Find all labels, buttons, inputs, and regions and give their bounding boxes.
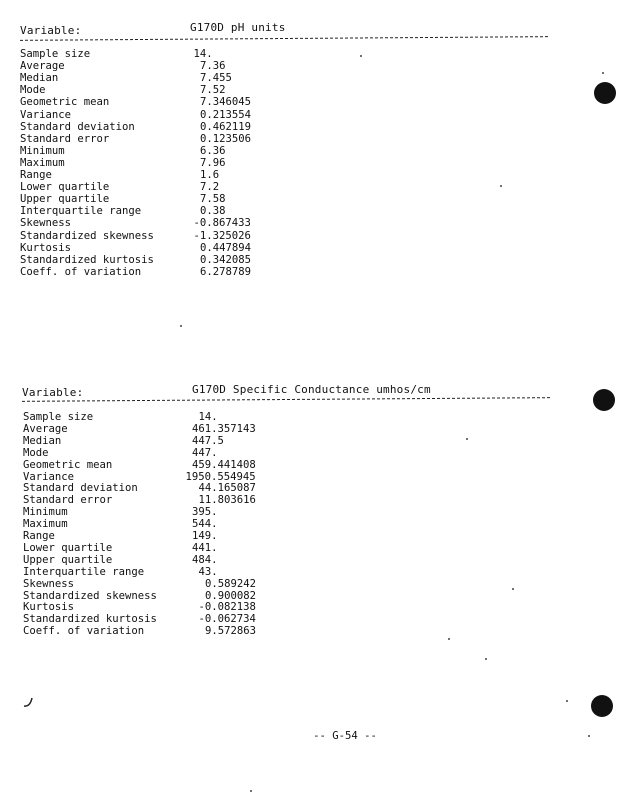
stat-label: Skewness [23, 577, 75, 590]
stat-value: 149. [192, 530, 218, 542]
variable-label: Variable: [22, 386, 84, 399]
scan-speck [485, 658, 487, 660]
stat-row [23, 566, 423, 578]
variable-label: Variable: [20, 24, 82, 37]
page-number-text: G-54 [332, 730, 358, 742]
stat-row [20, 217, 420, 229]
stat-row [20, 109, 420, 121]
stat-row [23, 447, 423, 459]
stat-row [23, 435, 423, 447]
scan-speck [250, 790, 252, 792]
stat-label: Sample size [20, 48, 91, 60]
stat-value: 447.5 [192, 434, 224, 447]
stat-value: 447. [192, 446, 218, 459]
stat-value: 441. [192, 541, 218, 554]
stat-value: 6.36 [200, 144, 226, 157]
stat-row [20, 96, 420, 108]
stat-row [20, 230, 420, 242]
scan-speck [512, 588, 514, 590]
stat-label: Kurtosis [23, 601, 75, 614]
stat-value: 11.803616 [198, 494, 256, 507]
stat-label: Range [23, 530, 55, 542]
stat-label: Skewness [20, 217, 72, 230]
stat-value: 395. [192, 506, 218, 519]
stat-value: 1950.554945 [185, 470, 256, 483]
stat-row [20, 121, 420, 133]
stat-label: Median [20, 72, 59, 85]
stat-value: 544. [192, 518, 218, 531]
stat-label: Interquartile range [23, 565, 145, 578]
stat-row [23, 494, 423, 506]
stat-row [20, 242, 420, 254]
stat-label: Standard error [20, 132, 110, 145]
stat-value: -1.325026 [193, 229, 251, 242]
stat-value: 0.900082 [205, 589, 257, 602]
binder-hole-bottom [591, 695, 613, 717]
stat-label: Standard deviation [20, 120, 135, 133]
stat-label: Range [20, 169, 52, 181]
stat-value: -0.867433 [193, 217, 251, 230]
scan-speck [180, 325, 182, 327]
scan-speck [448, 638, 450, 640]
stat-row [23, 625, 423, 637]
stat-value: -0.062734 [198, 613, 256, 626]
stat-row [20, 157, 420, 169]
stat-label: Average [23, 422, 68, 435]
stat-row [23, 506, 423, 518]
stat-row [23, 542, 423, 554]
scan-speck [566, 700, 568, 702]
stat-row [20, 181, 420, 193]
stat-label: Standard error [23, 494, 113, 507]
stat-row [23, 423, 423, 435]
header-rule [20, 36, 548, 41]
stat-label: Standardized kurtosis [20, 253, 154, 266]
stat-row [20, 72, 420, 84]
binder-hole-middle [593, 389, 615, 411]
stat-label: Maximum [23, 518, 68, 531]
stat-value: 7.2 [200, 181, 220, 194]
stat-value: 0.123506 [200, 132, 252, 145]
variable-name: G170D pH units [190, 21, 286, 34]
stat-row [23, 471, 423, 483]
stat-label: Variance [20, 108, 72, 121]
stat-row [20, 145, 420, 157]
stat-row [20, 48, 420, 60]
scan-speck [500, 185, 502, 187]
variable-name: G170D Specific Conductance umhos/cm [192, 383, 431, 396]
footer-dash-right: -- [357, 730, 377, 742]
stat-label: Minimum [23, 506, 68, 519]
stat-value: 44.165087 [198, 482, 256, 495]
stat-value: 0.213554 [200, 108, 252, 121]
stat-value: 0.38 [200, 205, 226, 218]
stat-value: 0.589242 [205, 577, 257, 590]
stat-row [20, 84, 420, 96]
stat-row [23, 482, 423, 494]
scan-speck [466, 438, 468, 440]
stat-label: Kurtosis [20, 241, 72, 254]
stat-row [23, 411, 423, 423]
stat-label: Standardized skewness [23, 589, 157, 602]
stat-value: 7.96 [200, 156, 226, 169]
stat-label: Upper quartile [20, 193, 110, 206]
stat-row [23, 578, 423, 590]
page-number [300, 730, 390, 742]
stat-value: -0.082138 [198, 601, 256, 614]
stat-value: 0.447894 [200, 241, 252, 254]
stat-value: 0.462119 [200, 120, 252, 133]
stat-label: Coeff. of variation [20, 265, 142, 278]
scan-speck [360, 55, 362, 57]
stat-row [20, 60, 420, 72]
stat-row [23, 530, 423, 542]
stat-value: 6.278789 [200, 265, 252, 278]
stat-label: Average [20, 60, 65, 73]
stat-value: 7.36 [200, 60, 226, 73]
stat-value: 1.6 [200, 169, 220, 181]
stat-label: Mode [20, 84, 46, 97]
stat-row [20, 254, 420, 266]
stat-label: Standardized kurtosis [23, 613, 157, 626]
footer-dash-left: -- [313, 730, 333, 742]
stat-value: 459.441408 [192, 458, 256, 471]
stat-label: Maximum [20, 156, 65, 169]
stat-label: Lower quartile [20, 181, 110, 194]
header-rule [22, 397, 550, 402]
stat-label: Upper quartile [23, 553, 113, 566]
stat-row [23, 613, 423, 625]
stat-label: Interquartile range [20, 205, 142, 218]
scan-mark [22, 696, 36, 708]
stat-row [23, 459, 423, 471]
stat-label: Variance [23, 470, 75, 483]
stat-row [20, 205, 420, 217]
binder-hole-top [594, 82, 616, 104]
stat-row [20, 193, 420, 205]
stat-label: Geometric mean [23, 458, 113, 471]
stat-row [23, 518, 423, 530]
scan-speck [602, 72, 604, 74]
stat-row [20, 133, 420, 145]
stat-label: Standardized skewness [20, 229, 154, 242]
stat-label: Standard deviation [23, 482, 138, 495]
stat-row [20, 169, 420, 181]
stat-row [23, 554, 423, 566]
stat-value: 7.52 [200, 84, 226, 97]
stat-label: Median [23, 434, 62, 447]
stat-value: 43. [198, 565, 218, 578]
stat-value: 14. [198, 411, 218, 423]
scan-speck [588, 735, 590, 737]
stat-row [23, 601, 423, 613]
stat-value: 484. [192, 553, 218, 566]
stat-value: 14. [193, 48, 213, 60]
stat-row [20, 266, 420, 278]
stat-value: 0.342085 [200, 253, 252, 266]
stat-value: 461.357143 [192, 422, 256, 435]
stat-value: 9.572863 [205, 625, 257, 638]
stat-value: 7.455 [200, 72, 232, 85]
stat-label: Sample size [23, 411, 94, 423]
stat-label: Geometric mean [20, 96, 110, 109]
stat-row [23, 590, 423, 602]
stat-label: Lower quartile [23, 541, 113, 554]
stat-value: 7.58 [200, 193, 226, 206]
stat-label: Minimum [20, 144, 65, 157]
stat-label: Coeff. of variation [23, 625, 145, 638]
stat-label: Mode [23, 446, 49, 459]
stat-value: 7.346045 [200, 96, 252, 109]
